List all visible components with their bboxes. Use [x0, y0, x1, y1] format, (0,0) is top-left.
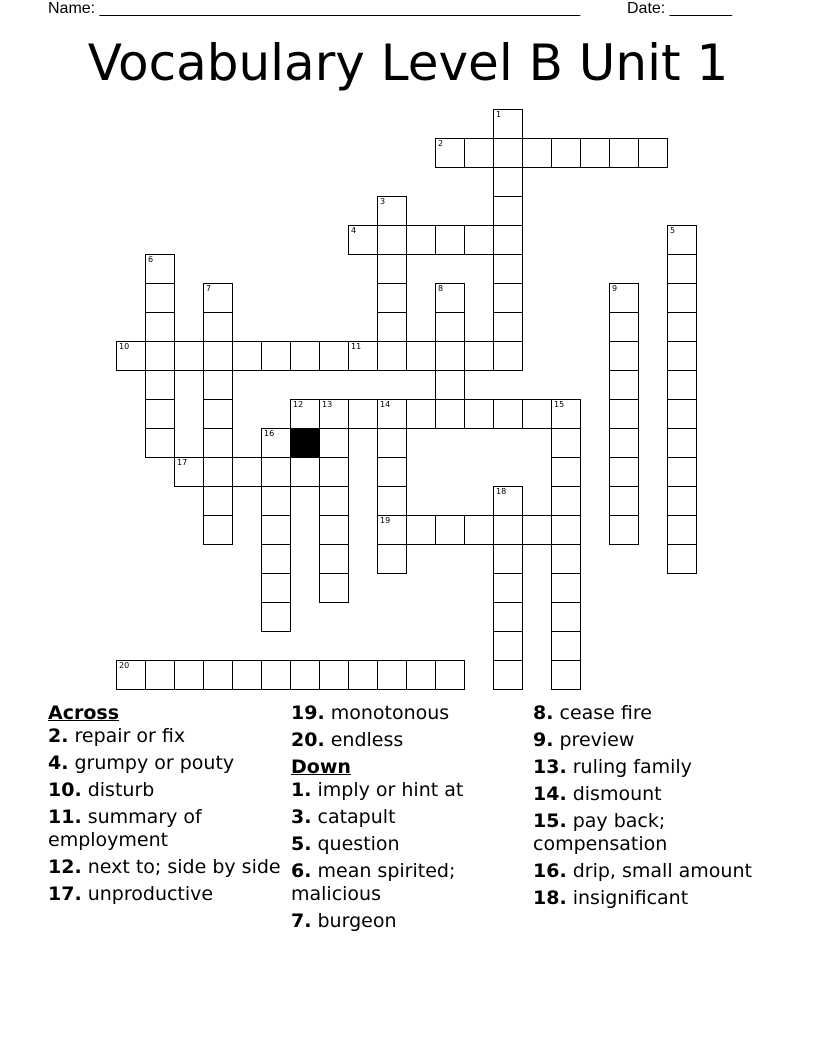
clue-item-number: 4. — [48, 752, 69, 774]
grid-cell[interactable] — [203, 312, 233, 342]
clue-item-number: 10. — [48, 779, 82, 801]
grid-cell[interactable] — [435, 138, 465, 168]
clue-item-text: ruling family — [572, 756, 692, 778]
grid-cell[interactable] — [667, 457, 697, 487]
grid-cell[interactable] — [435, 399, 465, 429]
down-heading: Down — [291, 756, 351, 778]
grid-cell[interactable] — [377, 544, 407, 574]
clue-item-text: endless — [330, 729, 404, 751]
grid-cell[interactable] — [348, 341, 378, 371]
clue-number: 12 — [293, 400, 304, 409]
grid-cell[interactable] — [203, 660, 233, 690]
grid-cell[interactable] — [580, 138, 610, 168]
grid-cell[interactable] — [464, 138, 494, 168]
grid-cell[interactable] — [551, 457, 581, 487]
grid-cell[interactable] — [667, 428, 697, 458]
clue-number: 3 — [380, 197, 386, 206]
clue-number: 4 — [351, 226, 357, 235]
clue-item — [533, 887, 773, 910]
grid-cell[interactable] — [261, 515, 291, 545]
grid-cell[interactable] — [435, 283, 465, 313]
clue-item — [48, 856, 288, 879]
grid-cell[interactable] — [551, 573, 581, 603]
grid-cell[interactable] — [609, 457, 639, 487]
grid-cell[interactable] — [435, 225, 465, 255]
grid-cell[interactable] — [435, 370, 465, 400]
grid-cell[interactable] — [493, 544, 523, 574]
grid-cell[interactable] — [638, 138, 668, 168]
grid-cell[interactable] — [145, 660, 175, 690]
clue-item-number: 15. — [533, 810, 567, 832]
grid-cell[interactable] — [667, 225, 697, 255]
clue-item-text: mean spirited; malicious — [291, 860, 456, 905]
grid-cell[interactable] — [203, 370, 233, 400]
grid-cell[interactable] — [609, 515, 639, 545]
grid-cell[interactable] — [348, 660, 378, 690]
grid-cell[interactable] — [551, 515, 581, 545]
grid-cell[interactable] — [493, 602, 523, 632]
grid-cell[interactable] — [493, 341, 523, 371]
clue-number: 2 — [438, 139, 444, 148]
clue-item — [291, 729, 531, 752]
clue-number: 18 — [496, 487, 507, 496]
grid-cell[interactable] — [290, 457, 320, 487]
clue-item — [48, 752, 288, 775]
clue-number: 16 — [264, 429, 275, 438]
clue-item-number: 11. — [48, 806, 82, 828]
grid-cell[interactable] — [493, 515, 523, 545]
clue-item-text: monotonous — [330, 702, 450, 724]
grid-cell[interactable] — [232, 457, 262, 487]
grid-cell[interactable] — [145, 341, 175, 371]
grid-cell[interactable] — [609, 138, 639, 168]
clue-item-number: 5. — [291, 833, 312, 855]
clue-number: 11 — [351, 342, 362, 351]
grid-cell[interactable] — [609, 370, 639, 400]
grid-cell[interactable] — [464, 225, 494, 255]
clue-item-number: 9. — [533, 729, 554, 751]
grid-cell[interactable] — [435, 515, 465, 545]
grid-cell[interactable] — [493, 660, 523, 690]
clue-item-text: next to; side by side — [87, 856, 281, 878]
clue-item — [533, 729, 773, 752]
clue-item — [291, 833, 531, 856]
grid-cell[interactable] — [493, 399, 523, 429]
grid-cell[interactable] — [522, 138, 552, 168]
grid-cell[interactable] — [261, 602, 291, 632]
clue-number: 1 — [496, 110, 502, 119]
clue-number: 6 — [148, 255, 154, 264]
grid-cell[interactable] — [174, 660, 204, 690]
clue-item-text: repair or fix — [74, 725, 186, 747]
clue-item-text: insignificant — [572, 887, 689, 909]
grid-cell[interactable] — [319, 457, 349, 487]
clue-item-text: pay back; compensation — [533, 810, 668, 855]
grid-cell[interactable] — [609, 399, 639, 429]
grid-cell[interactable] — [522, 399, 552, 429]
grid-cell[interactable] — [464, 399, 494, 429]
grid-cell[interactable] — [290, 399, 320, 429]
clue-item-text: imply or hint at — [317, 779, 464, 801]
grid-cell[interactable] — [609, 283, 639, 313]
clue-item-number: 6. — [291, 860, 312, 882]
grid-cell[interactable] — [377, 660, 407, 690]
grid-cell[interactable] — [667, 283, 697, 313]
grid-cell[interactable] — [145, 254, 175, 284]
grid-cell[interactable] — [203, 486, 233, 516]
grid-cell[interactable] — [203, 428, 233, 458]
clue-item — [533, 810, 773, 856]
grid-cell[interactable] — [319, 544, 349, 574]
clue-item-number: 20. — [291, 729, 325, 751]
clue-item-text: disturb — [87, 779, 155, 801]
grid-cell[interactable] — [377, 254, 407, 284]
grid-cell[interactable] — [551, 428, 581, 458]
grid-cell[interactable] — [348, 225, 378, 255]
clue-number: 15 — [554, 400, 565, 409]
grid-cell[interactable] — [145, 428, 175, 458]
grid-cell[interactable] — [348, 399, 378, 429]
grid-cell[interactable] — [551, 399, 581, 429]
clue-item — [291, 702, 531, 725]
grid-cell[interactable] — [493, 631, 523, 661]
clue-number: 9 — [612, 284, 618, 293]
grid-cell[interactable] — [667, 486, 697, 516]
grid-cell[interactable] — [319, 515, 349, 545]
grid-cell[interactable] — [319, 428, 349, 458]
clue-number: 7 — [206, 284, 212, 293]
grid-cell[interactable] — [493, 573, 523, 603]
clue-number: 8 — [438, 284, 444, 293]
clue-number: 14 — [380, 400, 391, 409]
clue-item-text: cease fire — [559, 702, 652, 724]
clue-item-text: grumpy or pouty — [74, 752, 235, 774]
grid-cell[interactable] — [261, 341, 291, 371]
grid-cell[interactable] — [377, 312, 407, 342]
grid-cell[interactable] — [493, 254, 523, 284]
grid-cell[interactable] — [232, 341, 262, 371]
clue-item-number: 19. — [291, 702, 325, 724]
clue-item — [291, 860, 531, 906]
grid-cell[interactable] — [435, 312, 465, 342]
black-cell — [290, 428, 320, 458]
clue-item-number: 14. — [533, 783, 567, 805]
clue-item — [291, 806, 531, 829]
grid-cell[interactable] — [667, 399, 697, 429]
grid-cell[interactable] — [290, 341, 320, 371]
clue-item-number: 8. — [533, 702, 554, 724]
grid-cell[interactable] — [261, 660, 291, 690]
grid-cell[interactable] — [377, 283, 407, 313]
clue-item-number: 16. — [533, 860, 567, 882]
clue-item-number: 18. — [533, 887, 567, 909]
grid-cell[interactable] — [551, 486, 581, 516]
grid-cell[interactable] — [377, 225, 407, 255]
grid-cell[interactable] — [377, 486, 407, 516]
grid-cell[interactable] — [551, 660, 581, 690]
grid-cell[interactable] — [319, 660, 349, 690]
clue-item — [291, 910, 531, 933]
clue-item-text: summary of employment — [48, 806, 202, 851]
page-title: Vocabulary Level B Unit 1 — [87, 34, 729, 92]
grid-cell[interactable] — [435, 341, 465, 371]
clue-item — [533, 702, 773, 725]
grid-cell[interactable] — [261, 457, 291, 487]
clue-number: 10 — [119, 342, 130, 351]
grid-cell[interactable] — [493, 486, 523, 516]
grid-cell[interactable] — [667, 370, 697, 400]
clue-item-text: dismount — [572, 783, 662, 805]
clue-number: 19 — [380, 516, 391, 525]
grid-cell[interactable] — [667, 544, 697, 574]
grid-cell[interactable] — [406, 225, 436, 255]
grid-cell[interactable] — [174, 457, 204, 487]
grid-cell[interactable] — [116, 660, 146, 690]
grid-cell[interactable] — [319, 486, 349, 516]
grid-cell[interactable] — [551, 631, 581, 661]
clue-item-text: question — [317, 833, 400, 855]
grid-cell[interactable] — [145, 312, 175, 342]
clue-number: 13 — [322, 400, 333, 409]
grid-cell[interactable] — [261, 428, 291, 458]
grid-cell[interactable] — [667, 254, 697, 284]
grid-cell[interactable] — [493, 283, 523, 313]
grid-cell[interactable] — [435, 660, 465, 690]
grid-cell[interactable] — [203, 399, 233, 429]
clue-item — [291, 779, 531, 802]
clue-number: 5 — [670, 226, 676, 235]
grid-cell[interactable] — [377, 515, 407, 545]
name-field: Name: ______________________________________________________ — [48, 0, 581, 17]
clue-item — [48, 779, 288, 802]
grid-cell[interactable] — [406, 399, 436, 429]
grid-cell[interactable] — [319, 399, 349, 429]
grid-cell[interactable] — [261, 486, 291, 516]
clue-item-number: 13. — [533, 756, 567, 778]
grid-cell[interactable] — [667, 515, 697, 545]
grid-cell[interactable] — [493, 109, 523, 139]
grid-cell[interactable] — [145, 399, 175, 429]
clue-item — [48, 806, 288, 852]
clue-item-number: 17. — [48, 883, 82, 905]
grid-cell[interactable] — [203, 457, 233, 487]
clue-item — [48, 725, 288, 748]
grid-cell[interactable] — [493, 167, 523, 197]
grid-cell[interactable] — [522, 515, 552, 545]
grid-cell[interactable] — [319, 573, 349, 603]
clue-item — [48, 883, 288, 906]
grid-cell[interactable] — [116, 341, 146, 371]
grid-cell[interactable] — [377, 428, 407, 458]
grid-cell[interactable] — [377, 196, 407, 226]
grid-cell[interactable] — [609, 341, 639, 371]
grid-cell[interactable] — [377, 399, 407, 429]
grid-cell[interactable] — [551, 602, 581, 632]
grid-cell[interactable] — [319, 341, 349, 371]
date-field: Date: _______ — [627, 0, 732, 17]
clue-item-text: unproductive — [87, 883, 214, 905]
grid-cell[interactable] — [493, 196, 523, 226]
grid-cell[interactable] — [667, 341, 697, 371]
clue-item — [533, 783, 773, 806]
grid-cell[interactable] — [261, 573, 291, 603]
grid-cell[interactable] — [261, 544, 291, 574]
clue-number: 20 — [119, 661, 130, 670]
grid-cell[interactable] — [174, 341, 204, 371]
grid-cell[interactable] — [464, 341, 494, 371]
grid-cell[interactable] — [551, 544, 581, 574]
grid-cell[interactable] — [609, 312, 639, 342]
clue-item-text: drip, small amount — [572, 860, 752, 882]
clue-number: 17 — [177, 458, 188, 467]
grid-cell[interactable] — [145, 370, 175, 400]
grid-cell[interactable] — [377, 457, 407, 487]
grid-cell[interactable] — [232, 660, 262, 690]
grid-cell[interactable] — [609, 486, 639, 516]
grid-cell[interactable] — [406, 341, 436, 371]
clue-column-1 — [48, 702, 288, 910]
grid-cell[interactable] — [551, 138, 581, 168]
clue-item-number: 12. — [48, 856, 82, 878]
clue-item-number: 2. — [48, 725, 69, 747]
clue-item-text: burgeon — [317, 910, 397, 932]
clue-item-number: 1. — [291, 779, 312, 801]
clue-column-3 — [533, 702, 773, 914]
grid-cell[interactable] — [290, 660, 320, 690]
clue-item-number: 7. — [291, 910, 312, 932]
clue-item-text: catapult — [317, 806, 396, 828]
grid-cell[interactable] — [667, 312, 697, 342]
grid-cell[interactable] — [493, 138, 523, 168]
grid-cell[interactable] — [203, 515, 233, 545]
clue-item — [533, 860, 773, 883]
across-heading: Across — [48, 702, 120, 724]
grid-cell[interactable] — [464, 515, 494, 545]
clue-item-text: preview — [559, 729, 635, 751]
grid-cell[interactable] — [493, 225, 523, 255]
grid-cell[interactable] — [493, 312, 523, 342]
grid-cell[interactable] — [406, 515, 436, 545]
grid-cell[interactable] — [609, 428, 639, 458]
clue-item — [533, 756, 773, 779]
grid-cell[interactable] — [406, 660, 436, 690]
grid-cell[interactable] — [203, 283, 233, 313]
clue-item-number: 3. — [291, 806, 312, 828]
grid-cell[interactable] — [203, 341, 233, 371]
grid-cell[interactable] — [377, 341, 407, 371]
grid-cell[interactable] — [145, 283, 175, 313]
clue-column-2 — [291, 702, 531, 937]
